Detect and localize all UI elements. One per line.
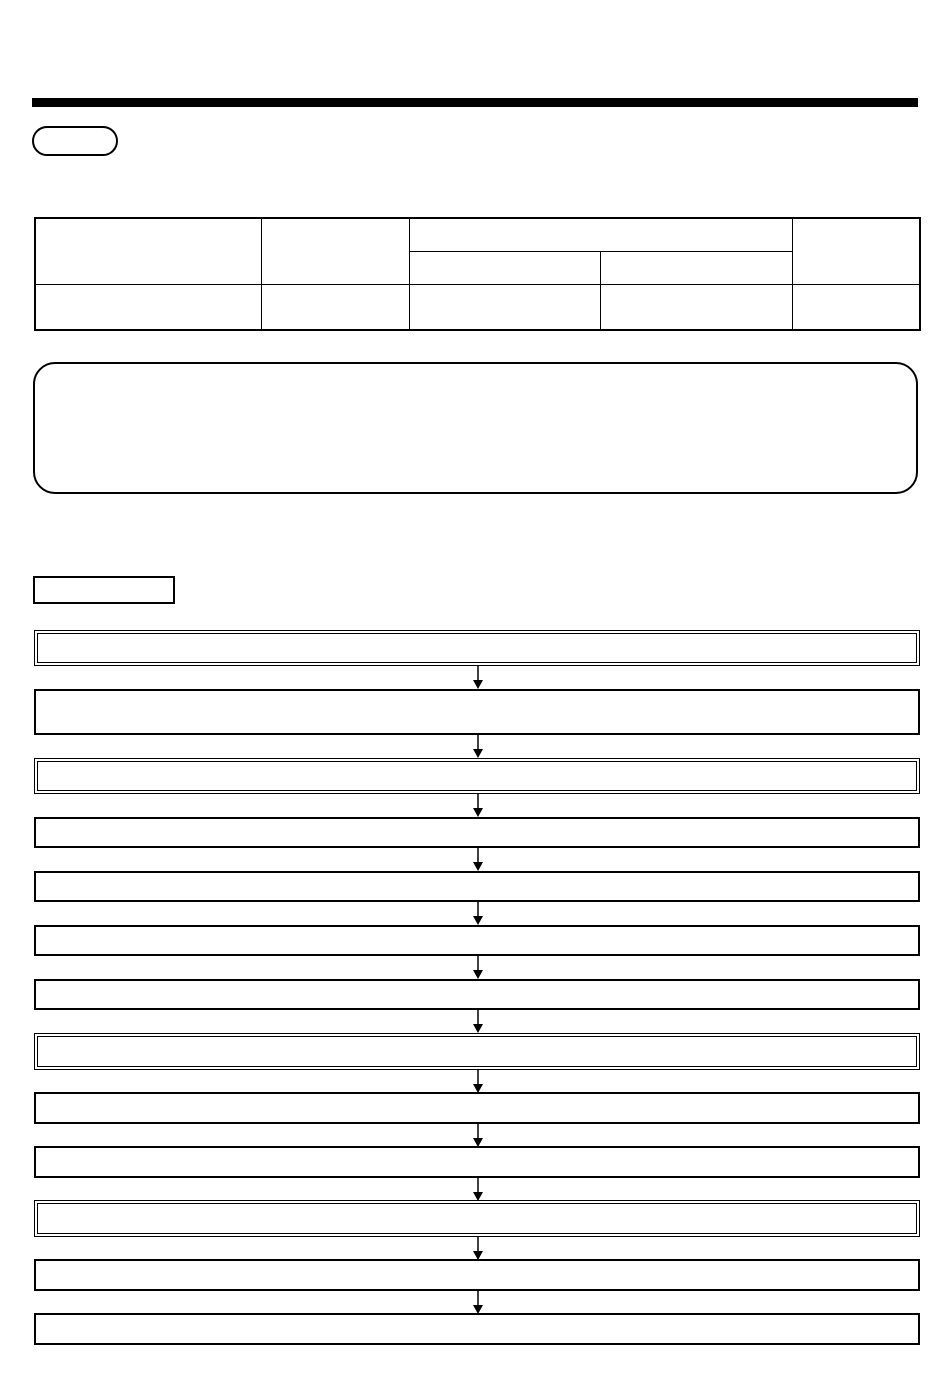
spec-table-cell	[35, 284, 261, 330]
flow-step	[34, 689, 920, 735]
flow-arrow-down-icon	[470, 666, 486, 690]
spec-table-header-row	[35, 218, 920, 252]
flow-step	[34, 979, 920, 1010]
flow-step	[34, 1092, 920, 1124]
spec-table-header-group	[409, 218, 792, 252]
flow-step	[34, 871, 920, 902]
spec-table-header-cell	[792, 218, 920, 284]
spec-table-cell	[600, 284, 792, 330]
flow-arrow-down-icon	[470, 1010, 486, 1034]
flow-arrow-down-icon	[470, 735, 486, 759]
flow-arrow-down-icon	[470, 848, 486, 872]
flow-step	[34, 1259, 920, 1291]
spec-table-header-cell	[35, 218, 261, 284]
procedure-label	[33, 576, 175, 604]
spec-table-subheader-cell	[600, 252, 792, 285]
spec-table-cell	[261, 284, 409, 330]
spec-table	[34, 217, 921, 331]
flow-arrow-down-icon	[470, 1178, 486, 1202]
flow-arrow-down-icon	[470, 956, 486, 980]
flow-arrow-down-icon	[470, 794, 486, 818]
section-tag	[32, 126, 118, 156]
flow-arrow-down-icon	[470, 1070, 486, 1094]
flow-arrow-down-icon	[470, 1291, 486, 1315]
flow-step	[34, 630, 920, 666]
flow-step	[34, 1313, 920, 1345]
flow-step	[34, 1200, 920, 1237]
flow-arrow-down-icon	[470, 902, 486, 926]
spec-table-header-cell	[261, 218, 409, 284]
spec-table-data-row	[35, 284, 920, 330]
note-box	[33, 362, 918, 494]
flow-step	[34, 1146, 920, 1178]
flow-step	[34, 817, 920, 848]
title-rule	[32, 98, 918, 107]
spec-table-subheader-cell	[409, 252, 600, 285]
flow-arrow-down-icon	[470, 1237, 486, 1261]
spec-table-cell	[792, 284, 920, 330]
flow-step	[34, 758, 920, 794]
flow-step	[34, 925, 920, 956]
flow-arrow-down-icon	[470, 1124, 486, 1148]
flow-step	[34, 1033, 920, 1070]
spec-table-cell	[409, 284, 600, 330]
